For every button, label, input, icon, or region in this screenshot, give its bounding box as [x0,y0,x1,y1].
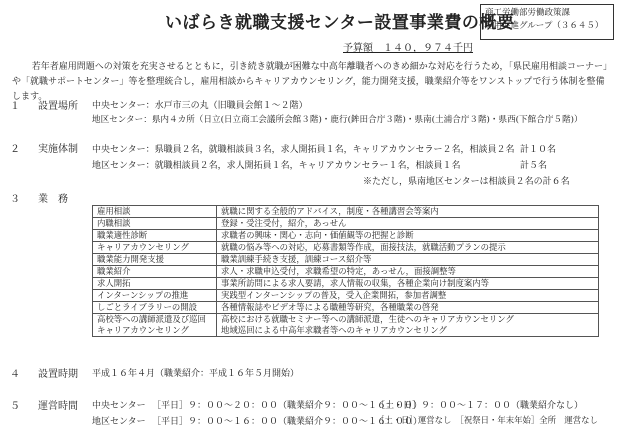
duty-category: 雇用相談 [93,206,217,218]
table-row [93,266,599,278]
duty-category: しごとライブラリーの開設 [93,302,217,314]
budget-amount: 予算額 １４０，９７４千円 [343,43,473,54]
hours-central-weekday: ［平日］９：００～２０：００（職業紹介９：００～１６：００） [152,401,423,411]
duty-category: 内職相談 [93,218,217,230]
staff-regional: 地区センター：就職相談員２名，求人開拓員１名，キャリアカウンセラー１名，相談員１名 [92,161,461,171]
duty-category: 職業適性診断 [93,230,217,242]
section-title: 設置時期 [38,369,78,380]
table-row [93,218,599,230]
duty-category: インターンシップの推進 [93,290,217,302]
duty-description: 実践型インターンシップの普及，受入企業開拓，参加者調整 [217,290,599,302]
table-row [93,278,599,290]
intro-paragraph: 若年者雇用問題への対策を充実させるとともに，引き続き就職が困難な中高年離職者へのきめ細かな対応を行うため，「県民雇用相談コーナー」や「就職サポートセンター」等を整理統合し，雇用相談からキャリアカウンセリング，能力開発支援，職業紹介等をワンストップで行う体制を整備します。 [12,62,608,102]
hours-central-weekend: ［土・日］９：００～１７：００（職業紹介なし） [376,401,584,411]
duty-description: 事業所訪問による求人要請，求人情報の収集，各種企業向け制度案内等 [217,278,599,290]
duty-category: 求人開拓 [93,278,217,290]
table-row [93,314,599,337]
duty-description: 求人・求職申込受付，求職希望の特定，あっせん，面接調整等 [217,266,599,278]
duty-description: 就職の悩み等への対応，応募書類等作成，面接技法，就職活動プランの提示 [217,242,599,254]
duty-description: 求職者の興味・関心・志向・価値観等の把握と診断 [217,230,599,242]
table-row [93,242,599,254]
staff-note: ※ただし，県南地区センターは相談員２名の計６名 [363,177,570,187]
section-number: １ [10,101,20,112]
duty-description: 職業訓練手続き支援，訓練コース紹介等 [217,254,599,266]
location-central: 中央センター：水戸市三の丸（旧職員会館１～２階） [92,101,308,111]
staff-regional-total: 計５名 [520,161,548,171]
section-number: ４ [10,369,20,380]
duty-description: 就職に関する全般的アドバイス，制度・各種講習会等案内 [217,206,599,218]
duty-category: キャリアカウンセリング [93,242,217,254]
department-group: 雇用促進グループ（３６４５） [485,21,604,31]
location-regional: 地区センター：県内４カ所（日立(日立商工会議所会館３階)・鹿行(鉾田合庁３階)・県南(土浦合庁３階)・県西(下館合庁５階)） [92,115,583,125]
section-number: ５ [10,401,20,412]
department-name: 商工労働部労働政策課 [485,8,571,18]
staff-central-total: 計１０名 [520,145,557,155]
department-box [480,4,614,40]
duty-category: 職業能力開発支援 [93,254,217,266]
table-row [93,206,599,218]
table-row [93,254,599,266]
staff-central: 中央センター：県職員２名，就職相談員３名，求人開拓員１名，キャリアカウンセラー２名，相談員２名 [92,145,515,155]
duty-description: 高校における就職セミナー等への講師派遣，生徒へのキャリアカウンセリング 地域巡回による中高年求職者等へのキャリアカウンセリング [217,314,599,337]
duty-description: 各種情報誌やビデオ等による職種等研究，各種職業の啓発 [217,302,599,314]
hours-regional-label: 地区センター [92,417,146,427]
duties-table [92,205,599,337]
section-title: 実施体制 [38,144,78,155]
table-row [93,230,599,242]
hours-regional-weekday: ［平日］９：００～１６：００（職業紹介９：００～１６：００） [152,417,423,427]
section-title: 業 務 [38,194,68,205]
duty-category: 高校等への講師派遣及び巡回キャリアカウンセリング [93,314,217,337]
table-row [93,290,599,302]
section-title: 運営時間 [38,401,78,412]
page-title: いばらき就職支援センター設置事業費の概要 [165,13,515,33]
hours-regional-weekend: ［土・日］運営なし ［祝祭日・年末年始］全所 運営なし [376,415,598,425]
duty-description: 登録・受注受付，紹介，あっせん [217,218,599,230]
duty-category: 職業紹介 [93,266,217,278]
start-date: 平成１６年４月（職業紹介：平成１６年５月開始） [92,369,300,379]
section-number: ３ [10,194,20,205]
hours-central-label: 中央センター [92,401,146,411]
section-number: ２ [10,144,20,155]
table-row [93,302,599,314]
section-title: 設置場所 [38,101,78,112]
